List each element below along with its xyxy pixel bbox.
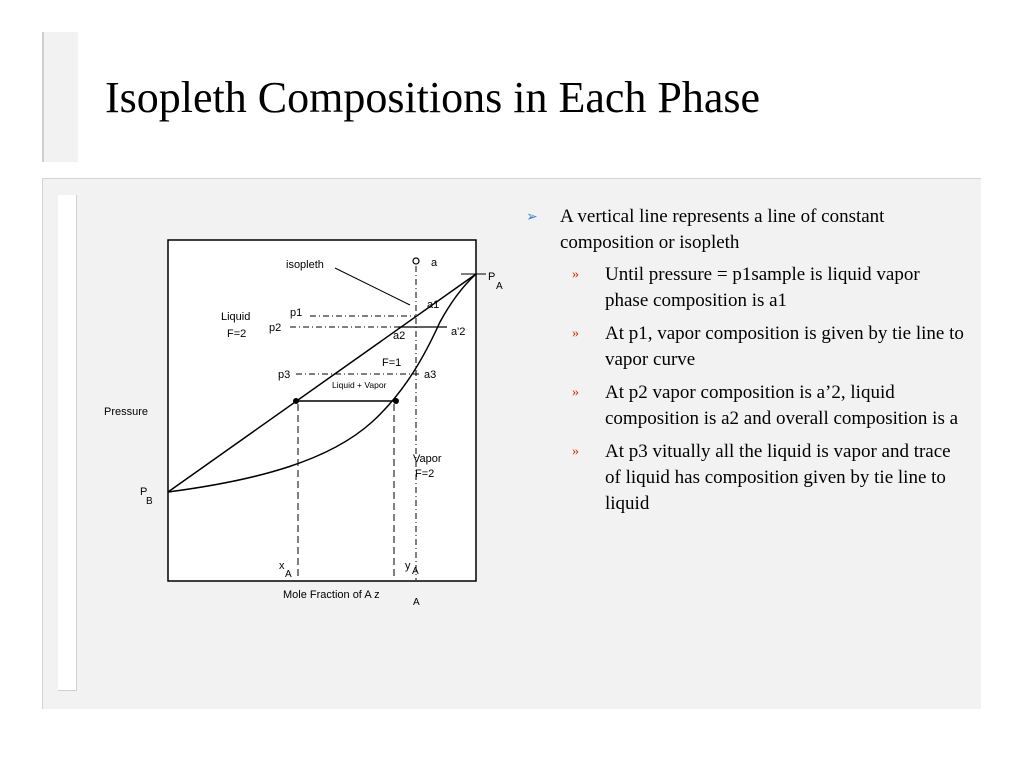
label-pa-sub: A	[496, 281, 503, 292]
label-a3: a3	[424, 369, 437, 381]
bullet-text: A vertical line represents a line of constant composition or isopleth	[560, 206, 885, 253]
arrow-bullet-icon: ➢	[526, 210, 538, 225]
sub-bullet-text: At p3 vitually all the liquid is vapor and trace of liquid has composition given by tie line to liquid	[605, 441, 951, 514]
label-ya-sub: A	[412, 566, 419, 577]
sub-bullet-item	[520, 380, 965, 432]
label-pa: P	[488, 271, 496, 283]
label-a2: a2	[393, 330, 406, 342]
bullet-list	[520, 204, 965, 524]
diagram-frame	[168, 240, 476, 581]
label-a: a	[431, 257, 438, 269]
slide-title: Isopleth Compositions in Each Phase	[105, 73, 761, 122]
label-liquid: Liquid	[221, 311, 251, 323]
double-chevron-bullet-icon: »	[572, 385, 579, 400]
label-vapor-f: F=2	[415, 468, 435, 480]
label-liquid-vapor: Liquid + Vapor	[332, 380, 387, 390]
sub-bullet-text: At p1, vapor composition is given by tie line to vapor curve	[605, 323, 964, 370]
tie-point-liquid	[293, 398, 299, 404]
label-f1: F=1	[382, 357, 402, 369]
point-a	[413, 258, 419, 264]
bullet-item	[520, 204, 965, 256]
label-p3: p3	[278, 369, 291, 381]
label-ya: y	[405, 560, 411, 572]
sub-bullet-text: At p2 vapor composition is a’2, liquid composition is a2 and overall composition is a	[605, 382, 959, 429]
label-pressure: Pressure	[104, 406, 149, 418]
x-axis-label: Mole Fraction of A z	[283, 589, 380, 601]
label-a1: a1	[427, 299, 440, 311]
x-axis-label-sub: A	[413, 597, 420, 608]
double-chevron-bullet-icon: »	[572, 267, 579, 282]
tie-point-vapor	[393, 398, 399, 404]
sub-bullet-item	[520, 439, 965, 517]
label-xa: x	[279, 560, 285, 572]
sub-bullet-item	[520, 262, 965, 314]
label-a-prime-2: a'2	[451, 326, 466, 338]
sub-bullet-text: Until pressure = p1sample is liquid vapor phase composition is a1	[605, 264, 920, 311]
sub-bullet-item	[520, 321, 965, 373]
label-p1: p1	[290, 307, 303, 319]
label-pb: P	[140, 486, 148, 498]
label-pb-sub: B	[146, 496, 153, 507]
double-chevron-bullet-icon: »	[572, 444, 579, 459]
label-isopleth: isopleth	[286, 259, 324, 271]
label-liquid-f: F=2	[227, 328, 247, 340]
label-xa-sub: A	[285, 569, 292, 580]
label-vapor: Vapor	[413, 453, 442, 465]
label-p2: p2	[269, 322, 282, 334]
double-chevron-bullet-icon: »	[572, 326, 579, 341]
